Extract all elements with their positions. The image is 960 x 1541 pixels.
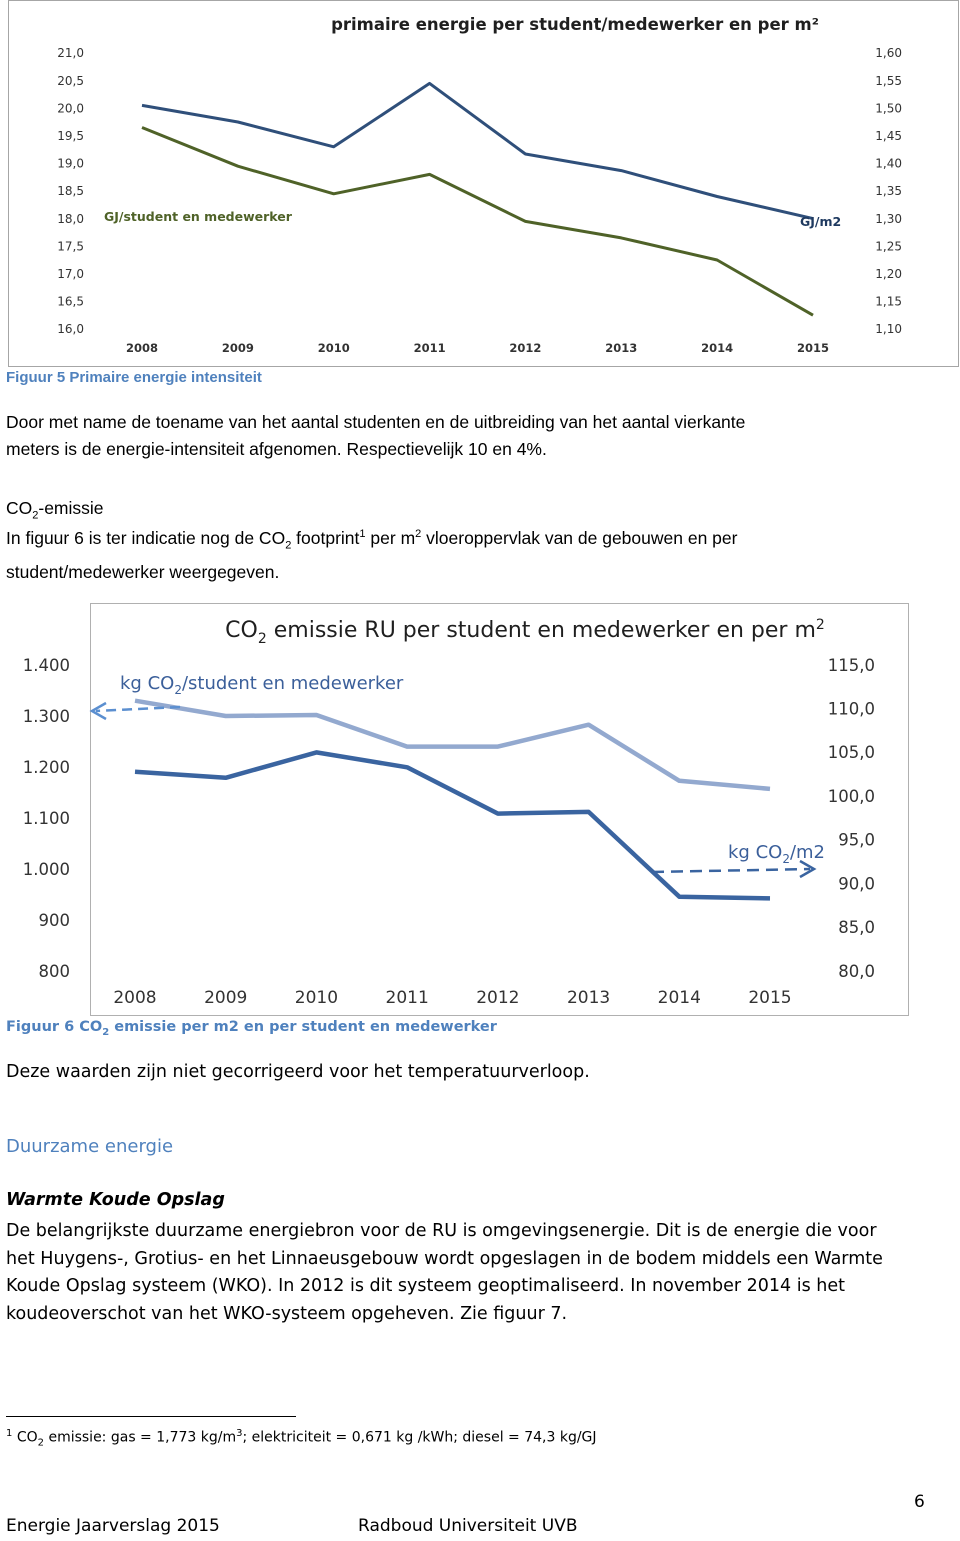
right-axis-tick-label: 85,0	[838, 918, 875, 938]
right-axis-tick-label: 80,0	[838, 961, 875, 981]
left-axis-tick-label: 18,0	[57, 211, 84, 226]
paragraph-2-line-1: In figuur 6 is ter indicatie nog de $CO_2$ footprint$^1$ per $m^2$ vloeroppervlak van de gebouwen en per	[6, 527, 738, 552]
figure6-chart	[0, 600, 912, 1020]
right-axis-tick-label: 1,45	[875, 129, 902, 143]
left-axis-tick-label: 18,5	[57, 184, 84, 199]
right-axis-tick-label: 1,25	[875, 239, 902, 254]
right-axis-tick-label: 115,0	[827, 655, 875, 675]
paragraph-1-line-1: Door met name de toename van het aantal studenten en de uitbreiding van het aantal vierkante	[6, 412, 746, 432]
x-axis-tick-label: 2010	[294, 988, 339, 1008]
x-axis-tick-label: 2012	[509, 341, 542, 355]
x-axis-tick-label: 2013	[605, 341, 638, 355]
x-axis-tick-label: 2011	[413, 341, 446, 355]
x-axis-tick-label: 2014	[701, 341, 734, 355]
left-axis-tick-label: 19,5	[57, 129, 84, 143]
left-axis-tick-label: 17,5	[57, 239, 84, 254]
figure5-right-series-label: GJ/m2	[800, 214, 842, 229]
left-axis-tick-label: 900	[38, 910, 70, 930]
right-axis-tick-label: 1,55	[875, 73, 902, 88]
x-axis-tick-label: 2010	[317, 341, 350, 355]
left-axis-tick-label: 1.200	[22, 757, 70, 777]
left-axis-tick-label: 16,5	[57, 294, 84, 309]
right-axis-tick-label: 1,40	[875, 156, 902, 171]
right-axis-tick-label: 1,60	[875, 46, 902, 61]
left-axis-tick-label: 20,0	[57, 101, 84, 116]
x-axis-tick-label: 2009	[204, 988, 248, 1008]
figure6-right-series-label: kg $CO_2/m2$	[728, 842, 826, 866]
x-axis-tick-label: 2014	[657, 988, 701, 1008]
figure5-title: primaire energie per student/medewerker en per m²	[331, 15, 819, 34]
x-axis-tick-label: 2012	[476, 988, 520, 1008]
left-axis-tick-label: 17,0	[57, 267, 84, 281]
right-axis-tick-label: 1,15	[875, 294, 902, 309]
x-axis-tick-label: 2008	[125, 341, 159, 355]
wko-paragraph-line-2: het Huygens-, Grotius- en het Linnaeusgebouw wordt opgeslagen in de bodem middels een Warmte	[6, 1248, 883, 1269]
x-axis-tick-label: 2015	[748, 988, 792, 1008]
paragraph-1-line-2: meters is de energie-intensiteit afgenomen. Respectievelijk 10 en 4%.	[6, 439, 547, 459]
figure6-title: $CO_2$ emissie RU per student en medewerker en per $m^2$	[225, 617, 825, 647]
footnote: $^1$ $CO_2$ emissie: gas = 1,773 $kg/m^3$; elektriciteit = 0,671 kg /kWh; diesel = 74,3 kg/GJ	[6, 1428, 597, 1449]
right-axis-tick-label: 95,0	[838, 830, 875, 850]
right-axis-tick-label: 1,20	[875, 267, 902, 281]
left-axis-tick-label: 19,0	[57, 156, 84, 171]
x-axis-tick-label: 2013	[566, 988, 611, 1008]
left-axis-tick-label: 16,0	[57, 322, 84, 337]
heading-duurzame-energie: Duurzame energie	[6, 1136, 174, 1157]
x-axis-tick-label: 2011	[385, 988, 429, 1008]
x-axis-tick-label: 2008	[113, 988, 157, 1008]
left-axis-tick-label: 20,5	[57, 73, 84, 88]
footnote-divider	[6, 1416, 296, 1417]
x-axis-tick-label: 2015	[796, 341, 830, 355]
page-number: 6	[914, 1492, 925, 1512]
footer-right: Radboud Universiteit UVB	[358, 1516, 578, 1536]
right-axis-tick-label: 110,0	[827, 699, 875, 719]
figure6-left-series-label: kg $CO_2$/student en medewerker	[120, 673, 404, 697]
figure6-caption: Figuur 6 $CO_2$ emissie per m2 en per student en medewerker	[6, 1019, 497, 1038]
x-axis-tick-label: 2009	[221, 341, 254, 355]
figure5-left-series-label: GJ/student en medewerker	[104, 209, 292, 224]
figure5-caption: Figuur 5 Primaire energie intensiteit	[6, 369, 262, 386]
left-axis-tick-label: 21,0	[57, 46, 84, 61]
left-axis-tick-label: 1.000	[22, 859, 70, 879]
right-axis-tick-label: 1,35	[875, 184, 902, 199]
left-axis-tick-label: 1.300	[22, 706, 70, 726]
wko-paragraph-line-1: De belangrijkste duurzame energiebron voor de RU is omgevingsenergie. Dit is de energie die voor	[6, 1221, 877, 1241]
paragraph-2-line-2: student/medewerker weergegeven.	[6, 562, 280, 583]
left-axis-tick-label: 1.400	[22, 655, 70, 675]
right-axis-tick-label: 90,0	[838, 874, 875, 894]
left-axis-tick-label: 800	[38, 961, 70, 981]
subheading-wko: Warmte Koude Opslag	[6, 1190, 225, 1210]
co2-emissie-heading: $CO_2$-emissie	[6, 498, 104, 522]
right-axis-tick-label: 100,0	[827, 786, 875, 806]
right-axis-tick-label: 1,50	[875, 101, 902, 116]
wko-paragraph-line-3: Koude Opslag systeem (WKO). In 2012 is dit systeem geoptimaliseerd. In november 2014 is het	[6, 1276, 845, 1296]
footer-left: Energie Jaarverslag 2015	[6, 1516, 220, 1536]
figure5-chart	[8, 0, 960, 368]
wko-paragraph-line-4: koudeoverschot van het WKO-systeem opgeheven. Zie figuur 7.	[6, 1303, 568, 1324]
right-axis-tick-label: 105,0	[827, 743, 875, 763]
right-axis-tick-label: 1,10	[875, 322, 902, 337]
note-temperature: Deze waarden zijn niet gecorrigeerd voor het temperatuurverloop.	[6, 1062, 590, 1082]
right-axis-tick-label: 1,30	[875, 211, 902, 226]
left-axis-tick-label: 1.100	[22, 808, 70, 828]
